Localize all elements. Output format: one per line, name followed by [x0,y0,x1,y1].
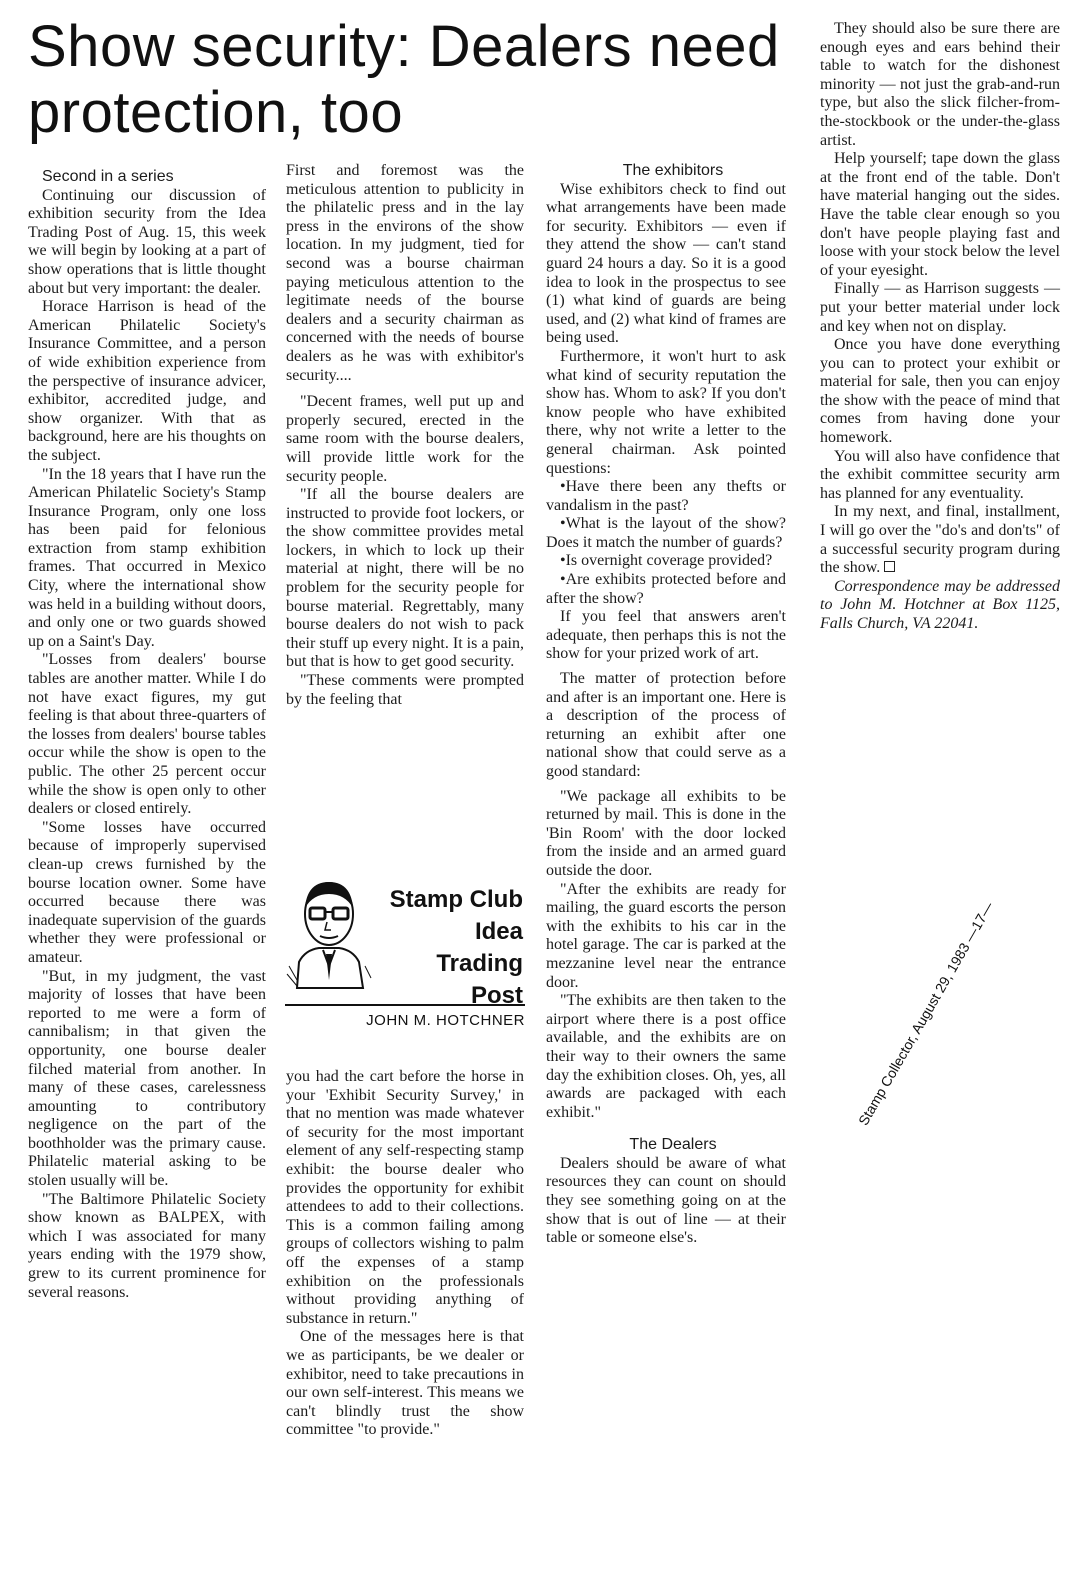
paragraph: First and foremost was the meticulous attention to publicity in the philatelic press and in the lay press in the environs of the show location. In my judgment, tied for second was a bourse chairman paying meticulous attention to the legitimate needs of the bourse dealers and a security chairman as concerned with the needs of bourse dealers as he was with exhibitor's security.... [286,162,524,384]
column-name-line: Trading [436,950,523,977]
paragraph: One of the messages here is that we as participants, be we dealer or exhibitor, need to take precautions in our own self-interest. This means we can't blindly trust the show committee "to provide." [286,1328,524,1439]
bullet-item: •Are exhibits protected before and after the show? [546,571,786,607]
column-2-top [286,162,524,709]
paragraph: Wise exhibitors check to find out what arrangements have been made for security. Exhibitors — even if they attend the show — can't stand guard 24 hours a day. So it is a good idea to look in the prospectus to see (1) what kind of guards are being used, and (2) what kind of frames are being used. [546,180,786,347]
byline: JOHN M. HOTCHNER [285,1004,525,1029]
column-logo [285,862,525,1042]
paragraph [820,503,1060,577]
paragraph: "These comments were prompted by the feeling that [286,672,524,708]
paragraph: Continuing our discussion of exhibition security from the Idea Trading Post of Aug. 15, this week we will begin by looking at a part of show operations that is little thought about but very important: the dealer. [28,186,266,297]
correspondence-note: Correspondence may be addressed to John M. Hotchner at Box 1125, Falls Church, VA 22041. [820,577,1060,632]
paragraph: "Losses from dealers' bourse tables are another matter. While I do not have exact figures, my gut feeling is that about three-quarters of the losses from dealers' bourse tables occur while the show is open to the public. The other 25 percent occur while the show is open only to other dealers or closed entirely. [28,651,266,818]
paragraph: "Decent frames, well put up and properly secured, erected in the same room with the bourse dealers, will provide little work for the security people. [286,393,524,485]
paragraph: Finally — as Harrison suggests — put your better material under lock and key when not on display. [820,280,1060,335]
bullet-item: •Have there been any thefts or vandalism in the past? [546,478,786,514]
column-1 [28,168,266,1302]
section-heading-dealers: The Dealers [629,1136,717,1154]
paragraph: You will also have confidence that the exhibit committee security arm has planned for any eventuality. [820,447,1060,502]
series-kicker: Second in a series [42,168,174,185]
column-3 [546,162,786,1248]
paragraph: If you feel that answers aren't adequate, then perhaps this is not the show for your prized work of art. [546,608,786,663]
paragraph: "In the 18 years that I have run the American Philatelic Society's Stamp Insurance Program, only one loss has been paid for felonious extraction from stamp exhibition frames. That occurred in Mexico City, where the international show was held in a building without doors, and only one or two guards showed up on a Saint's Day. [28,465,266,650]
column-name-line: Stamp Club [389,886,523,913]
paragraph: Furthermore, it won't hurt to ask what kind of security reputation the show has. Whom to ask? If you don't know people who have exhibited there, why not write a letter to the general chairman. Ask pointed questions: [546,347,786,477]
column-4 [820,20,1060,634]
column-name-line: Idea [474,918,523,945]
bullet-item: •Is overnight coverage provided? [560,552,773,570]
paragraph: The matter of protection before and after is an important one. Here is a description of the process of returning an exhibit after one national show that could serve as a good standard: [546,670,786,780]
end-of-article-icon [884,561,895,572]
column-name [390,884,523,1012]
paragraph: "Some losses have occurred because of improperly supervised clean-up crews furnished by the bourse location owner. Some have occurred because there was inadequate supervision of the guards whether they were professional or amateur. [28,818,266,966]
paragraph: "We package all exhibits to be returned by mail. This is done in the 'Bin Room' with the door locked from the inside and an armed guard outside the door. [546,787,786,879]
section-heading-exhibitors: The exhibitors [622,162,724,179]
paragraph: "After the exhibits are ready for mailing, the guard escorts the person with the exhibits to his car in the hotel garage. The car is parked at the mezzanine level near the entrance door. [546,880,786,991]
paragraph: Dealers should be aware of what resources they can count on should they see something going on at the show that is out of line — at their table or someone else's. [546,1154,786,1247]
bullet-item: •What is the layout of the show? Does it match the number of guards? [546,515,786,551]
paragraph: Horace Harrison is head of the American Philatelic Society's Insurance Committee, and a person of wide exhibition experience from the perspective of insurance advicer, exhibitor, accredited judge, and show organizer. With that as background, here are his thoughts on the subject. [28,298,266,464]
final-paragraph-text: In my next, and final, installment, I will go over the "do's and don'ts" of a successful security program during the show. [820,503,1060,577]
paragraph: "But, in my judgment, the vast majority of losses that have been reported to me were a form of cannibalism; in that given the opportunity, one bourse dealer filched material from another. In many of these cases, carelessness amounting to contributory negligence on the part of the boothholder was the primary cause. Philatelic material asking to be stolen usually will be. [28,967,266,1190]
paragraph: They should also be sure there are enough eyes and ears behind their table to watch for the dishonest minority — not just the grab-and-run type, but also the slick filcher-from-the-stockbook or the under-the-glass artist. [820,20,1060,149]
paragraph: "The exhibits are then taken to the airport where there is a post office available, and the exhibits are on their way to their owners the same day the exhibition closes. Oh, yes, all awards are packaged with each exhibit." [546,992,786,1121]
paragraph: Help yourself; tape down the glass at the front end of the table. Don't have material hanging out the sides. Have the table clear enough so you don't have people playing fast and loose with your stock below the level of your eyesight. [820,150,1060,279]
paragraph: Once you have done everything you can to protect your exhibit or material for sale, then you can enjoy the show with the peace of mind that comes from having done your homework. [820,336,1060,447]
publication-folio: Stamp Collector, August 29, 1983 —17— [855,898,997,1128]
paragraph: "The Baltimore Philatelic Society show known as BALPEX, with which I was associated for many years ending with the 1979 show, grew to its current prominence for several reasons. [28,1190,266,1301]
author-portrait-icon [285,870,373,990]
paragraph: "If all the bourse dealers are instructed to provide foot lockers, or the show committee provides metal lockers, in which to lock up their material at night, there will be no problem for the security people for bourse material. Regrettably, many bourse dealers do not wish to pack their stuff up every night. It is a pain, but that is how to get good security. [286,486,524,671]
article-headline: Show security: Dealers need protection, too [28,14,780,145]
column-2-bottom [286,1068,524,1440]
paragraph: you had the cart before the horse in your 'Exhibit Security Survey,' in that no mention was made whatever of security for the most important element of any self-respecting stamp exhibit: the bourse dealer who provides the opportunity for exhibit attendees to add to their collections. This is a common failing among groups of collectors wishing to palm off the expenses of a stamp exhibition on the professionals without providing anything of substance in return." [286,1068,524,1327]
column-name-line: Post [470,982,523,1009]
